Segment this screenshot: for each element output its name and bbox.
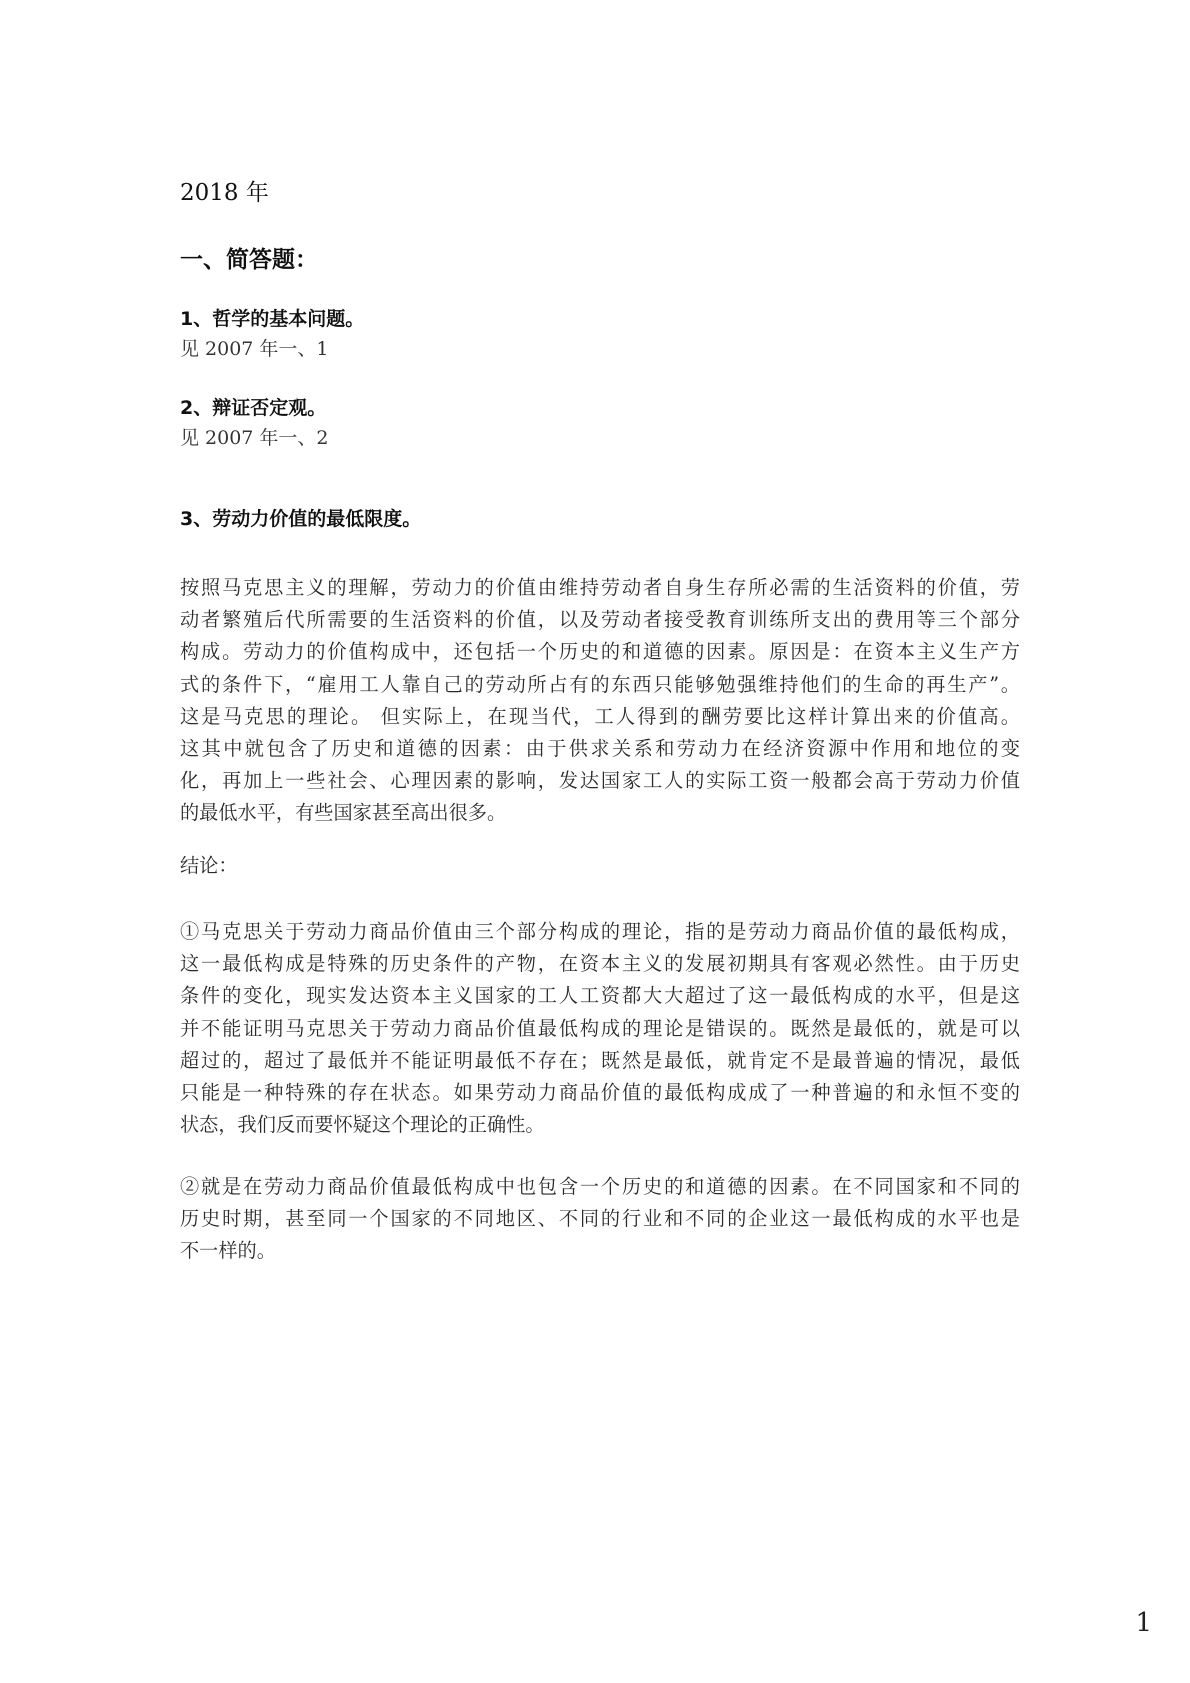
conclusion-point-2 bbox=[180, 1171, 1020, 1268]
answer-line: 这其中就包含了历史和道德的因素：由于供求关系和劳动力在经济资源中作用和地位的变 bbox=[180, 736, 1020, 760]
document-page bbox=[180, 0, 1020, 1683]
conclusion-point-1 bbox=[180, 916, 1020, 1141]
conclusion-2-line: 不一样的。 bbox=[180, 1239, 276, 1263]
conclusion-1-line: 条件的变化，现实发达资本主义国家的工人工资都大大超过了这一最低构成的水平，但是这 bbox=[180, 984, 1020, 1008]
conclusion-2-line: ②就是在劳动力商品价值最低构成中也包含一个历史的和道德的因素。在不同国家和不同的 bbox=[180, 1175, 1020, 1198]
conclusion-1-line: 这一最低构成是特殊的历史条件的产物，在资本主义的发展初期具有客观必然性。由于历史 bbox=[180, 952, 1020, 976]
question-2-title: 2、辩证否定观。 bbox=[180, 397, 327, 419]
answer-paragraph bbox=[180, 572, 1020, 830]
year-heading: 2018 年 bbox=[180, 180, 269, 206]
answer-line: 按照马克思主义的理解，劳动力的价值由维持劳动者自身生存所必需的生活资料的价值，劳 bbox=[180, 576, 1020, 599]
answer-line: 化，再加上一些社会、心理因素的影响，发达国家工人的实际工资一般都会高于劳动力价值 bbox=[180, 769, 1020, 793]
question-1-title: 1、哲学的基本问题。 bbox=[180, 308, 365, 330]
answer-line: 构成。劳动力的价值构成中，还包括一个历史的和道德的因素。原因是：在资本主义生产方 bbox=[180, 640, 1020, 664]
question-1-reference: 见 2007 年一、1 bbox=[180, 338, 329, 360]
page-number: 1 bbox=[1135, 1608, 1152, 1638]
conclusion-1-line: 状态，我们反而要怀疑这个理论的正确性。 bbox=[180, 1113, 545, 1137]
conclusion-label: 结论： bbox=[180, 854, 238, 877]
answer-line: 动者繁殖后代所需要的生活资料的价值，以及劳动者接受教育训练所支出的费用等三个部分 bbox=[180, 608, 1020, 632]
question-3-title: 3、劳动力价值的最低限度。 bbox=[180, 508, 422, 530]
answer-line: 的最低水平，有些国家甚至高出很多。 bbox=[180, 801, 507, 825]
conclusion-1-line: 并不能证明马克思关于劳动力商品价值最低构成的理论是错误的。既然是最低的，就是可以 bbox=[180, 1016, 1020, 1040]
conclusion-2-line: 历史时期，甚至同一个国家的不同地区、不同的行业和不同的企业这一最低构成的水平也是 bbox=[180, 1207, 1020, 1231]
conclusion-1-line: 超过的，超过了最低并不能证明最低不存在；既然是最低，就肯定不是最普遍的情况，最低 bbox=[180, 1048, 1020, 1072]
conclusion-1-line: 只能是一种特殊的存在状态。如果劳动力商品价值的最低构成成了一种普遍的和永恒不变的 bbox=[180, 1080, 1020, 1104]
answer-line: 这是马克思的理论。 但实际上，在现当代，工人得到的酬劳要比这样计算出来的价值高。 bbox=[180, 704, 1020, 728]
answer-line: 式的条件下，“雇用工人靠自己的劳动所占有的东西只能够勉强维持他们的生命的再生产”。 bbox=[180, 672, 1020, 696]
question-2-reference: 见 2007 年一、2 bbox=[180, 427, 329, 449]
conclusion-1-line: ①马克思关于劳动力商品价值由三个部分构成的理论，指的是劳动力商品价值的最低构成， bbox=[180, 920, 1020, 943]
section-title: 一、简答题： bbox=[180, 247, 318, 273]
